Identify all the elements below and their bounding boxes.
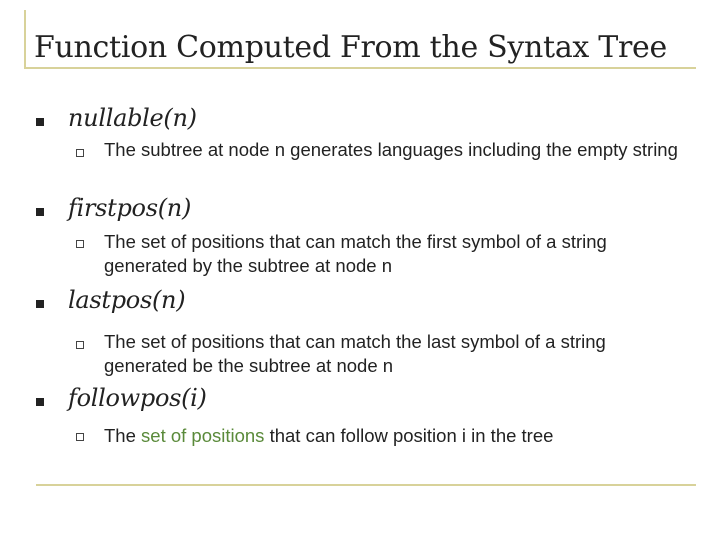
bullet-square-icon xyxy=(36,208,44,216)
sub-bullet-icon xyxy=(76,433,84,441)
bullet-square-icon xyxy=(36,118,44,126)
desc-followpos xyxy=(104,424,553,448)
footer-divider xyxy=(36,484,696,486)
term-nullable: nullable(n) xyxy=(68,104,197,132)
title-accent-bar xyxy=(24,10,26,68)
term-firstpos: firstpos(n) xyxy=(68,194,192,222)
desc-firstpos: The set of positions that can match the first symbol of a string generated by the subtree at node n xyxy=(104,231,607,276)
desc-followpos-highlight: set of positions xyxy=(141,425,265,446)
bullet-square-icon xyxy=(36,398,44,406)
sub-bullet-icon xyxy=(76,341,84,349)
sub-bullet-icon xyxy=(76,149,84,157)
desc-followpos-before: The xyxy=(104,425,142,446)
slide-title: Function Computed From the Syntax Tree xyxy=(34,30,667,65)
desc-followpos-after: that can follow position i in the tree xyxy=(264,425,554,446)
title-divider xyxy=(24,67,696,69)
sub-bullet-icon xyxy=(76,240,84,248)
desc-nullable: The subtree at node n generates languages including the empty string xyxy=(104,139,678,160)
term-followpos: followpos(i) xyxy=(68,384,207,412)
term-lastpos: lastpos(n) xyxy=(68,286,186,314)
bullet-square-icon xyxy=(36,300,44,308)
desc-lastpos: The set of positions that can match the last symbol of a string generated be the subtree at node n xyxy=(104,331,606,376)
